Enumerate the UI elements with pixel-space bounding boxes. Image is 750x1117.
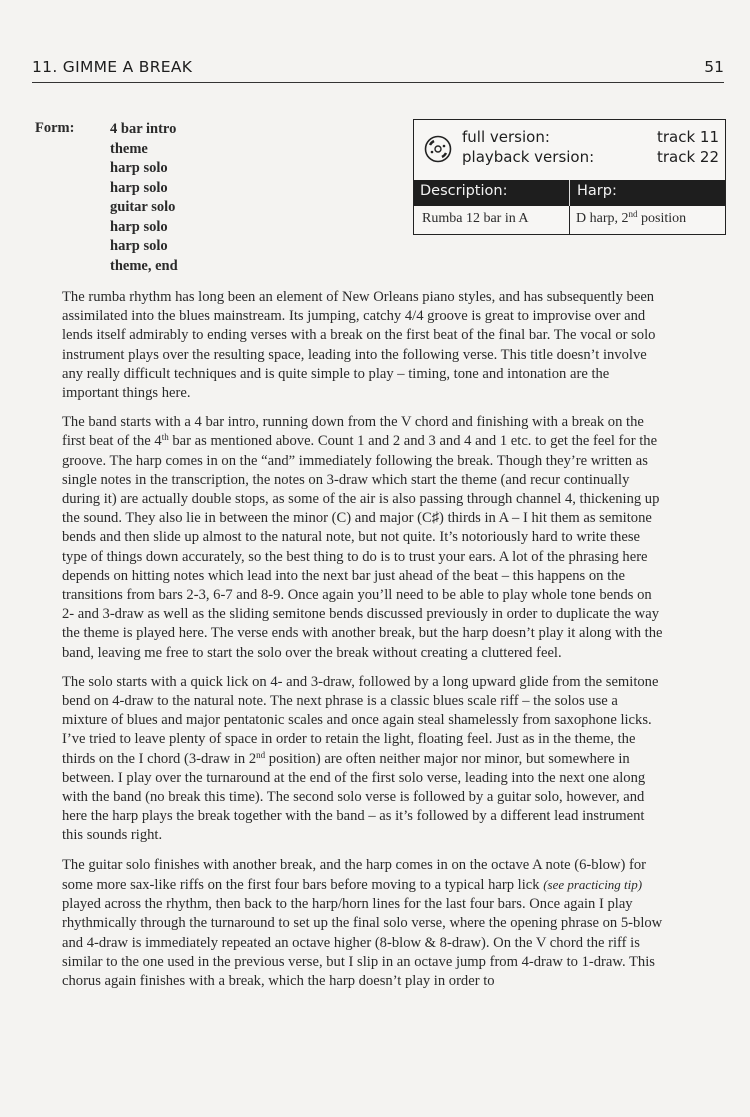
full-version-track: track 11 (656, 128, 719, 146)
paragraph: The guitar solo finishes with another break, and the harp comes in on the octave A note (6-blow) for some more sax-like riffs on the first four bars before moving to a typical harp lick (see practicing tip) played across the rhythm, then back to the harp/horn lines for the last four bars. Once again I play rhythmically through the turnaround to set up the final solo verse, where the opening phrase on 5-blow and 4-draw is immediately repeated an octave higher (8-blow & 8-draw). On the V chord the riff is similar to the one used in the previous verse, but I slip in an octave jump from 4-draw to 1-draw. This chorus again finishes with a break, which the harp doesn’t play in order to (62, 856, 663, 989)
page-number: 51 (704, 58, 724, 76)
cd-icon (424, 135, 452, 163)
form-list (110, 120, 178, 276)
form-label: Form: (35, 120, 75, 136)
full-version-label: full version: (462, 128, 550, 146)
chapter-title: 11. GIMME A BREAK (32, 58, 193, 76)
description-header: Description: (420, 183, 508, 199)
harp-value: D harp, 2nd position (576, 209, 687, 226)
body-text (62, 288, 665, 1001)
form-item: guitar solo (110, 199, 176, 215)
playback-version-label: playback version: (462, 148, 595, 166)
form-item: harp solo (110, 238, 168, 254)
paragraph: The band starts with a 4 bar intro, running down from the V chord and finishing with a break on the first beat of the 4th bar as mentioned above. Count 1 and 2 and 3 and 4 and 1 etc. to get the feel for the groove. The harp comes in on the “and” immediately following the break. Though they’re written as single notes in the transcription, the notes on 3-draw which start the theme (and recur continually during it) are actually double stops, as some of the air is also passing through channel 4, thickening up the sound. They also lie in between the minor (C) and major (C♯) thirds in A – I hit them as semitone bends and then slide up almost to the natural note, but not quite. It’s notoriously hard to write these type of things down accurately, so the best thing to do is to trust your ears. A lot of the phrasing here depends on hitting notes which lead into the next bar just ahead of the beat – this happens on the transitions from bars 2-3, 6-7 and 8-9. Once again you’ll need to be able to play whole tone bends on 2- and 3-draw as well as the sliding semitone bends discussed previously in order to duplicate the way the theme is played here. The verse ends with another break, but the harp doesn’t play it along with the band, leaving me free to start the solo over the break without creating a cluttered feel. (62, 414, 663, 661)
form-item: theme (110, 140, 148, 157)
paragraph: The rumba rhythm has long been an element of New Orleans piano styles, and has subsequently been assimilated into the blues mainstream. Its jumping, catchy 4/4 groove is great to improvise over and lends itself admirably to ending verses with a break on the first beat of the final bar. The vocal or solo instrument plays over the resulting space, leading into the following verse. This title doesn’t involve any really difficult techniques and is quite simple to play – timing, tone and intonation are the important things here. (62, 289, 656, 402)
track-info-box (413, 119, 726, 235)
form-item: 4 bar intro (110, 121, 177, 137)
form-item: harp solo (110, 218, 168, 235)
paragraph: The solo starts with a quick lick on 4- and 3-draw, followed by a long upward glide from the semitone bend on 4-draw to the natural note. The next phrase is a classic blues scale riff – the solos use a mixture of blues and major pentatonic scales and once again steal shamelessly from saxophone licks. I’ve tried to leave plenty of space in order to retain the light, floating feel. Just as in the theme, the thirds on the I chord (3-draw in 2nd position) are often neither major nor minor, but somewhere in between. I play over the turnaround at the end of the first solo verse, leading into the next one along with the band (no break this time). The second solo verse is followed by a guitar solo, however, and here the harp plays the break together with the band – as it’s followed by a different lead instrument this sounds right. (62, 673, 659, 844)
page-header (32, 58, 724, 83)
form-item: theme, end (110, 257, 178, 274)
description-value: Rumba 12 bar in A (422, 211, 529, 226)
form-item: harp solo (110, 179, 168, 196)
harp-header: Harp: (577, 183, 617, 199)
playback-version-track: track 22 (656, 148, 719, 166)
column-divider (569, 180, 570, 206)
form-item: harp solo (110, 160, 168, 176)
